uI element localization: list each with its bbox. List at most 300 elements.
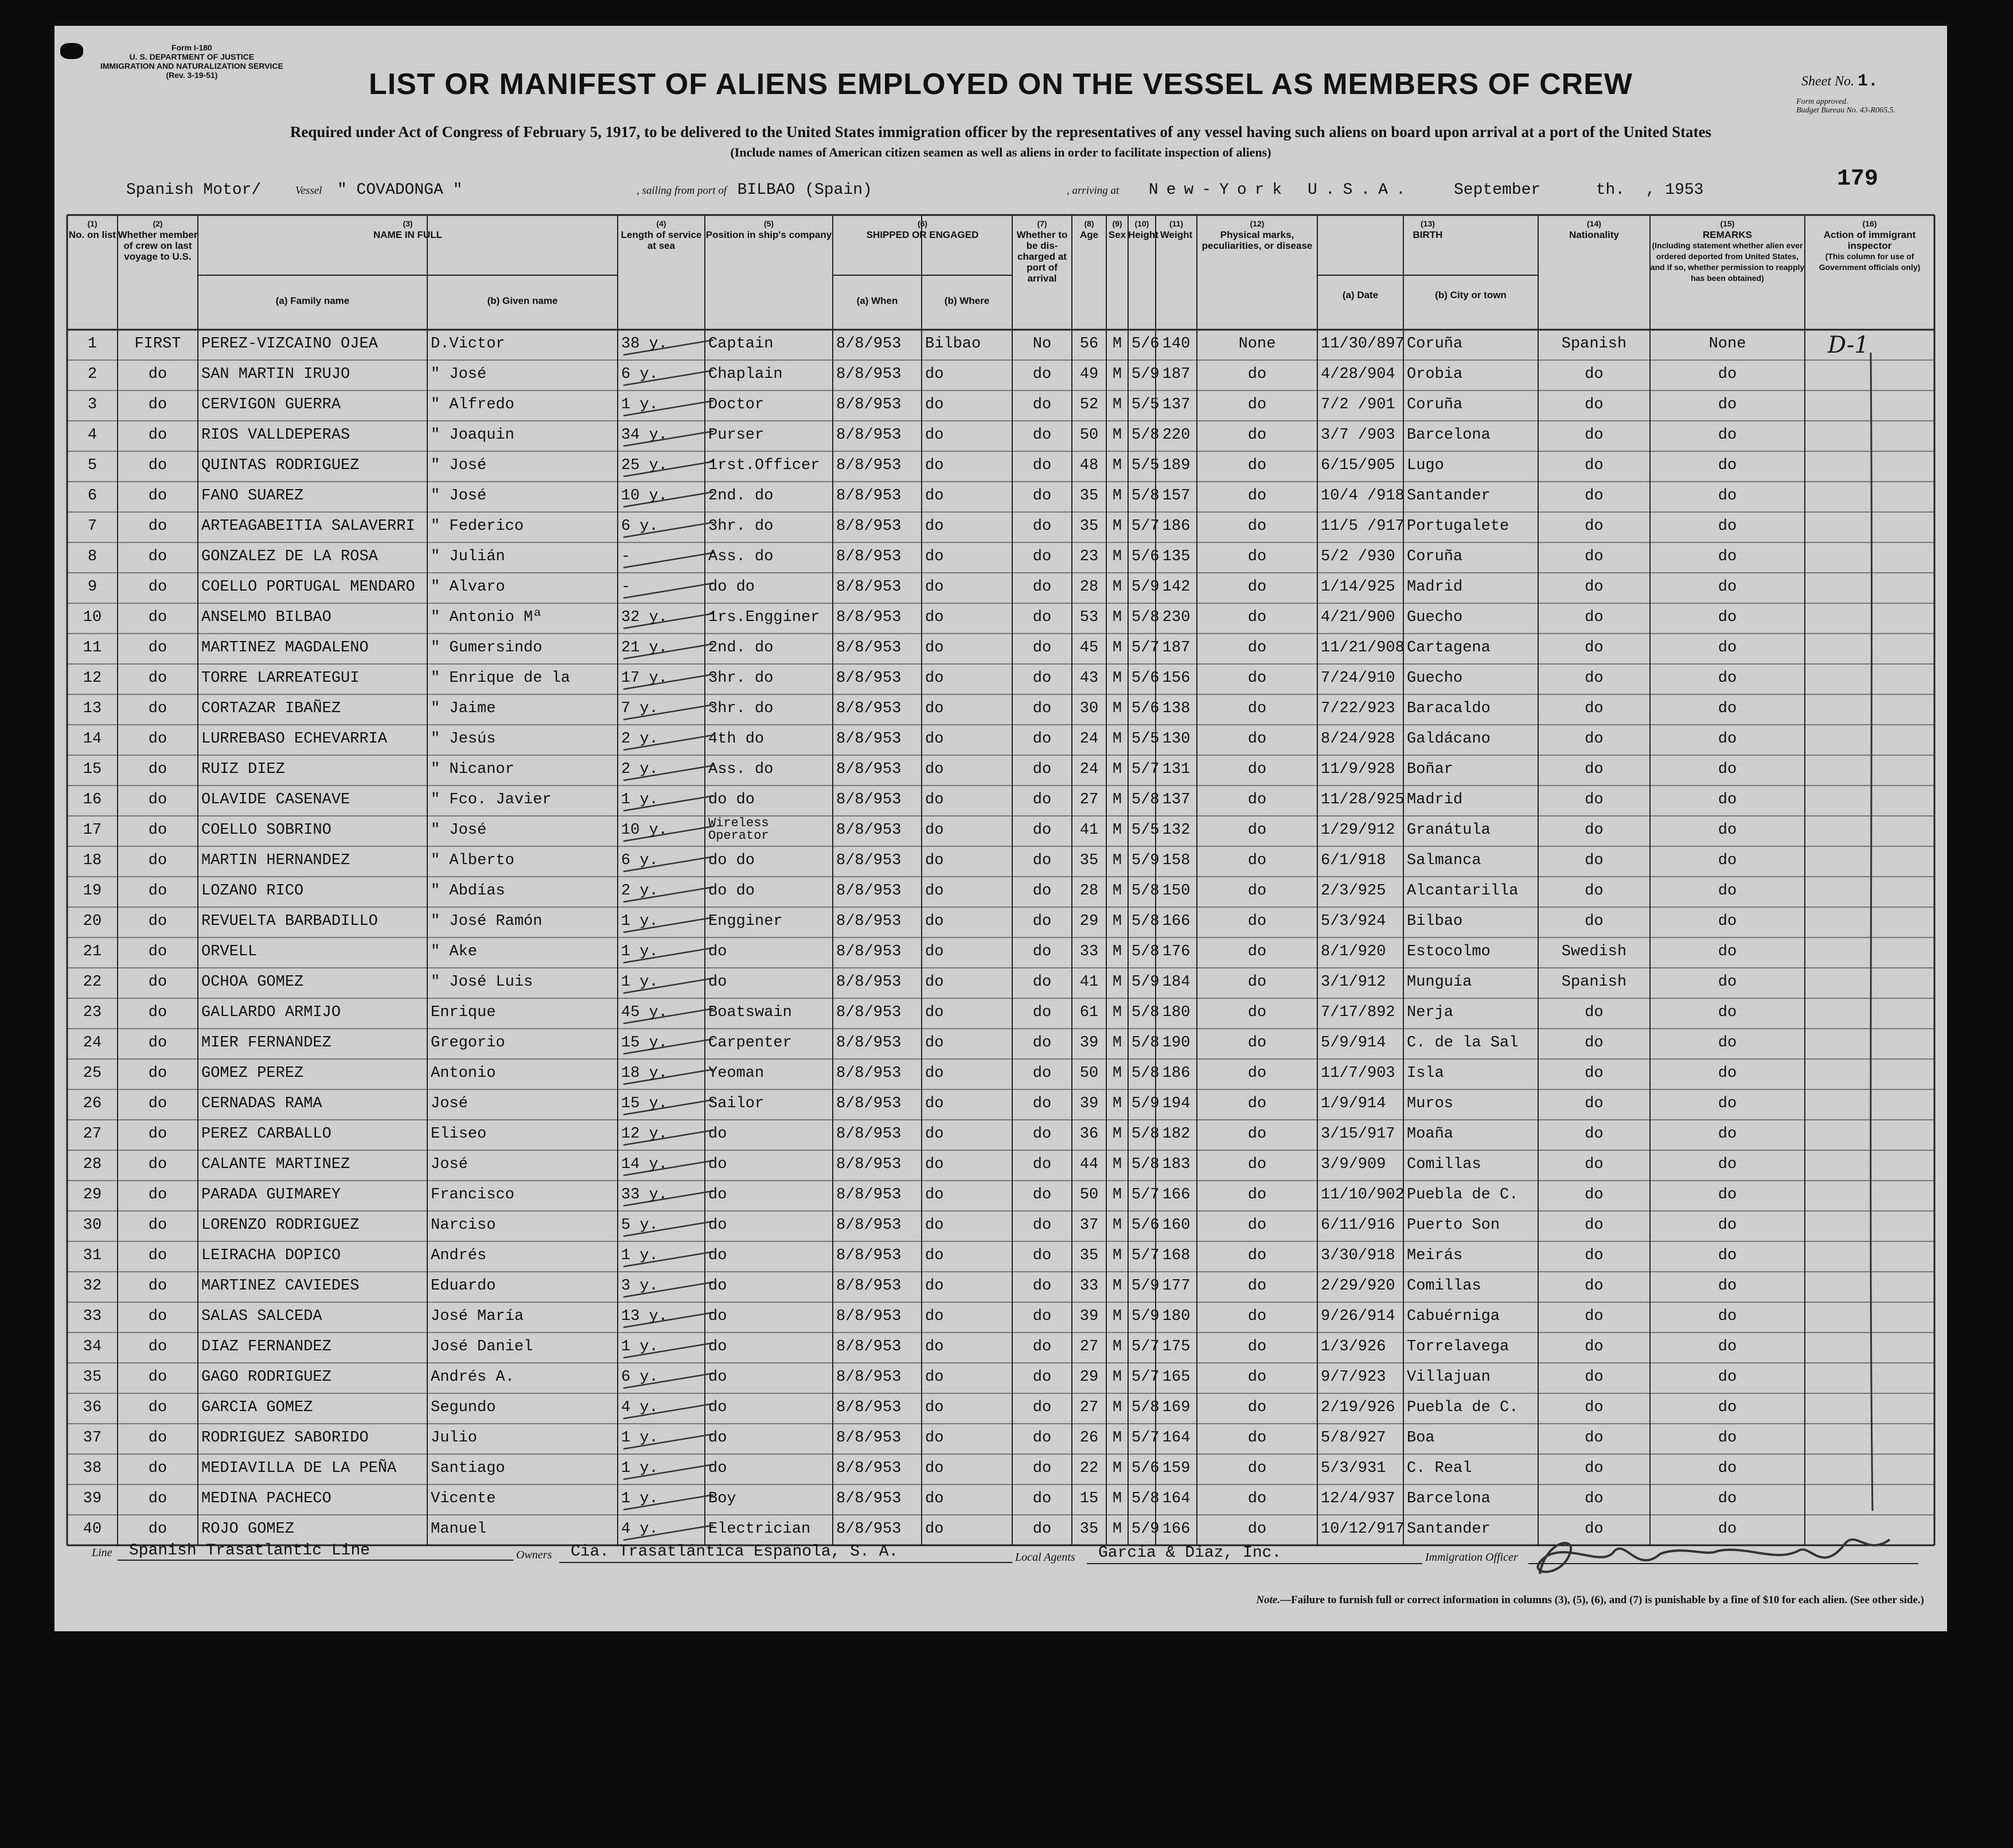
cell-sex: M	[1112, 1308, 1122, 1325]
table-row	[67, 482, 1934, 512]
cell-shipped-date: 8/8/953	[836, 1460, 902, 1477]
cell-height: 5/8	[1132, 1156, 1160, 1173]
cell-age: 29	[1079, 1369, 1099, 1386]
cell-sex: M	[1112, 1490, 1122, 1507]
cell-birth-date: 3/15/917	[1321, 1126, 1395, 1143]
cell-physical-marks: do	[1247, 1369, 1267, 1386]
cell-height: 5/9	[1132, 1521, 1160, 1538]
cell-sex: M	[1112, 366, 1122, 383]
punch-hole	[19, 135, 46, 162]
cell-discharged: do	[1032, 1460, 1052, 1477]
cell-row-number: 39	[83, 1490, 102, 1507]
cell-shipped-date: 8/8/953	[836, 882, 902, 900]
cell-given-name: " Ake	[431, 943, 478, 960]
cell-discharged: do	[1032, 943, 1052, 960]
cell-prior-voyage: do	[148, 1034, 167, 1052]
punch-hole	[17, 109, 45, 136]
cell-birth-date: 9/26/914	[1321, 1308, 1395, 1325]
cell-sex: M	[1112, 1460, 1122, 1477]
cell-given-name: " José Ramón	[431, 913, 543, 930]
cell-nationality: do	[1585, 1065, 1604, 1082]
table-row	[67, 390, 1934, 421]
cell-shipped-place: Bilbao	[925, 335, 981, 353]
cell-prior-voyage: do	[148, 1521, 167, 1538]
cell-birth-date: 11/30/897	[1321, 335, 1405, 353]
cell-height: 5/6	[1132, 670, 1160, 687]
cell-prior-voyage: do	[148, 639, 167, 657]
cell-birth-city: Orobia	[1407, 366, 1463, 383]
cell-position: 3hr. do	[708, 518, 774, 535]
table-row	[67, 1484, 1934, 1515]
cell-row-number: 2	[87, 366, 97, 383]
cell-physical-marks: do	[1247, 639, 1267, 657]
cell-prior-voyage: do	[148, 761, 167, 778]
cell-family-name: RUIZ DIEZ	[201, 761, 285, 778]
cell-birth-date: 1/29/912	[1321, 822, 1395, 839]
cell-sex: M	[1112, 609, 1122, 626]
cell-discharged: do	[1032, 609, 1052, 626]
cell-birth-city: Salmanca	[1407, 852, 1481, 869]
cell-birth-date: 11/5 /917	[1321, 518, 1405, 535]
cell-height: 5/7	[1132, 1429, 1160, 1447]
cell-prior-voyage: do	[148, 1490, 167, 1507]
cell-age: 56	[1079, 335, 1099, 353]
cell-age: 39	[1079, 1095, 1099, 1112]
cell-weight: 180	[1162, 1004, 1191, 1021]
cell-nationality: do	[1585, 1460, 1604, 1477]
col-14-header-text: (14)	[1587, 219, 1601, 228]
cell-sex: M	[1112, 427, 1122, 444]
cell-prior-voyage: do	[148, 1065, 167, 1082]
cell-service-length: 6 y.	[621, 518, 658, 535]
cell-weight: 190	[1162, 1034, 1191, 1052]
cell-row-number: 16	[83, 791, 102, 808]
cell-physical-marks: do	[1247, 943, 1267, 960]
punch-hole	[14, 1425, 42, 1452]
cell-position: Ass. do	[708, 761, 774, 778]
cell-birth-city: C. Real	[1407, 1460, 1472, 1477]
cell-given-name: Eduardo	[431, 1277, 496, 1295]
cell-discharged: do	[1032, 974, 1052, 991]
cell-row-number: 21	[83, 943, 102, 960]
cell-family-name: FANO SUAREZ	[201, 487, 304, 505]
cell-shipped-date: 8/8/953	[836, 730, 902, 748]
cell-family-name: CERNADAS RAMA	[201, 1095, 322, 1112]
cell-nationality: do	[1585, 1308, 1604, 1325]
table-row	[67, 1363, 1934, 1393]
cell-height: 5/8	[1132, 1004, 1160, 1021]
sailing-port-field	[637, 181, 872, 199]
cell-nationality: do	[1585, 1338, 1604, 1355]
cell-service-length: 18 y.	[621, 1065, 668, 1082]
cell-weight: 189	[1162, 457, 1191, 474]
cell-birth-city: Coruña	[1407, 335, 1463, 353]
cell-shipped-date: 8/8/953	[836, 487, 902, 505]
cell-shipped-date: 8/8/953	[836, 1429, 902, 1447]
cell-discharged: do	[1032, 852, 1052, 869]
arrival-port: New-York U.S.A.	[1148, 181, 1414, 199]
cell-birth-city: Villajuan	[1407, 1369, 1491, 1386]
cell-nationality: do	[1585, 670, 1604, 687]
cell-prior-voyage: do	[148, 1095, 167, 1112]
cell-family-name: CALANTE MARTINEZ	[201, 1156, 350, 1173]
cell-shipped-place: do	[925, 822, 944, 839]
cell-height: 5/7	[1132, 518, 1160, 535]
cell-physical-marks: do	[1247, 1490, 1267, 1507]
note-label: Note.	[1256, 1594, 1281, 1606]
cell-shipped-place: do	[925, 1277, 944, 1295]
cell-family-name: RIOS VALLDEPERAS	[201, 427, 350, 444]
cell-height: 5/7	[1132, 761, 1160, 778]
cell-discharged: do	[1032, 1065, 1052, 1082]
manifest-footer	[54, 1534, 1947, 1603]
cell-discharged: do	[1032, 1490, 1052, 1507]
cell-sex: M	[1112, 1034, 1122, 1052]
cell-discharged: do	[1032, 457, 1052, 474]
cell-row-number: 36	[83, 1399, 102, 1416]
cell-prior-voyage: do	[148, 1156, 167, 1173]
cell-position: Captain	[708, 335, 774, 353]
inspector-mark: D-1	[1828, 332, 1869, 358]
cell-position: do	[708, 1126, 727, 1143]
cell-position: do do	[708, 791, 755, 808]
cell-age: 44	[1079, 1156, 1099, 1173]
cell-row-number: 33	[83, 1308, 102, 1325]
col-4-header-text: Length of service at sea	[621, 229, 702, 251]
col-6b-header	[922, 295, 1012, 330]
cell-nationality: do	[1585, 609, 1604, 626]
cell-position: Engginer	[708, 913, 783, 930]
cell-given-name: " José	[431, 487, 487, 505]
cell-sex: M	[1112, 913, 1122, 930]
cell-remarks: do	[1718, 974, 1737, 991]
arrival-year: , 1953	[1645, 181, 1704, 199]
col-15-header-text: REMARKS	[1703, 229, 1752, 240]
cell-nationality: do	[1585, 518, 1604, 535]
cell-service-length: 1 y.	[621, 396, 658, 413]
cell-physical-marks: do	[1247, 487, 1267, 505]
cell-age: 41	[1079, 974, 1099, 991]
cell-row-number: 27	[83, 1126, 102, 1143]
col-8-header-text: (8)	[1084, 219, 1094, 228]
cell-discharged: do	[1032, 1521, 1052, 1538]
table-row	[67, 1454, 1934, 1484]
table-row	[67, 1241, 1934, 1272]
cell-service-length: 38 y.	[621, 335, 668, 353]
cell-family-name: REVUELTA BARBADILLO	[201, 913, 378, 930]
cell-given-name: " José	[431, 457, 487, 474]
col-5-header-text: Position in ship's company	[705, 229, 832, 240]
table-row	[67, 755, 1934, 786]
cell-given-name: " Abdías	[431, 882, 505, 900]
agents-label: Local Agents	[1015, 1551, 1075, 1564]
cell-weight: 166	[1162, 913, 1191, 930]
cell-service-length: -	[621, 548, 631, 565]
cell-birth-city: Bilbao	[1407, 913, 1463, 930]
cell-age: 35	[1079, 1521, 1099, 1538]
cell-discharged: do	[1032, 913, 1052, 930]
cell-prior-voyage: do	[148, 791, 167, 808]
table-row	[67, 1120, 1934, 1150]
cell-prior-voyage: do	[148, 700, 167, 717]
cell-birth-city: Estocolmo	[1407, 943, 1491, 960]
table-row	[67, 360, 1934, 390]
cell-birth-city: Madrid	[1407, 791, 1463, 808]
cell-age: 48	[1079, 457, 1099, 474]
cell-row-number: 30	[83, 1217, 102, 1234]
cell-row-number: 3	[87, 396, 97, 413]
cell-birth-date: 12/4/937	[1321, 1490, 1395, 1507]
cell-shipped-place: do	[925, 943, 944, 960]
cell-row-number: 9	[87, 579, 97, 596]
cell-family-name: OLAVIDE CASENAVE	[201, 791, 350, 808]
col-13-header	[1317, 218, 1538, 273]
cell-row-number: 18	[83, 852, 102, 869]
cell-given-name: José María	[431, 1308, 524, 1325]
cell-position: do	[708, 1338, 727, 1355]
col-6a-header-text: (a) When	[856, 295, 898, 306]
cell-age: 50	[1079, 427, 1099, 444]
cell-birth-city: Boñar	[1407, 761, 1454, 778]
cell-weight: 169	[1162, 1399, 1191, 1416]
cell-physical-marks: do	[1247, 670, 1267, 687]
cell-shipped-place: do	[925, 974, 944, 991]
cell-shipped-date: 8/8/953	[836, 1521, 902, 1538]
cell-prior-voyage: do	[148, 1247, 167, 1264]
cell-birth-date: 1/3/926	[1321, 1338, 1386, 1355]
cell-shipped-place: do	[925, 1247, 944, 1264]
cell-position: do do	[708, 579, 755, 596]
cell-shipped-date: 8/8/953	[836, 639, 902, 657]
cell-birth-city: Coruña	[1407, 396, 1463, 413]
cell-nationality: do	[1585, 1156, 1604, 1173]
col-4-header-text: (4)	[656, 219, 666, 228]
cell-height: 5/9	[1132, 366, 1160, 383]
cell-discharged: do	[1032, 1217, 1052, 1234]
cell-remarks: do	[1718, 1399, 1737, 1416]
cell-service-length: 1 y.	[621, 791, 658, 808]
cell-sex: M	[1112, 1247, 1122, 1264]
cell-shipped-place: do	[925, 1126, 944, 1143]
cell-family-name: SALAS SALCEDA	[201, 1308, 322, 1325]
cell-position: do do	[708, 882, 755, 900]
cell-sex: M	[1112, 639, 1122, 657]
cell-nationality: do	[1585, 852, 1604, 869]
cell-birth-date: 7/24/910	[1321, 670, 1395, 687]
cell-age: 39	[1079, 1308, 1099, 1325]
cell-birth-city: Portugalete	[1407, 518, 1509, 535]
immigration-officer-signature-icon	[54, 1534, 1947, 1603]
cell-discharged: do	[1032, 1247, 1052, 1264]
cell-family-name: GAGO RODRIGUEZ	[201, 1369, 331, 1386]
cell-physical-marks: do	[1247, 791, 1267, 808]
cell-family-name: ORVELL	[201, 943, 258, 960]
cell-height: 5/8	[1132, 1034, 1160, 1052]
cell-sex: M	[1112, 1399, 1122, 1416]
cell-birth-date: 11/9/928	[1321, 761, 1395, 778]
table-row	[67, 603, 1934, 634]
cell-nationality: do	[1585, 1277, 1604, 1295]
cell-prior-voyage: do	[148, 1277, 167, 1295]
table-row	[67, 1029, 1934, 1059]
cell-given-name: " Gumersindo	[431, 639, 543, 657]
table-row	[67, 1272, 1934, 1302]
cell-remarks: do	[1718, 761, 1737, 778]
cell-birth-city: Isla	[1407, 1065, 1444, 1082]
cell-remarks: do	[1718, 366, 1737, 383]
cell-sex: M	[1112, 1156, 1122, 1173]
cell-discharged: do	[1032, 1095, 1052, 1112]
cell-nationality: Spanish	[1561, 335, 1627, 353]
table-row	[67, 573, 1934, 603]
cell-given-name: " Federico	[431, 518, 524, 535]
cell-physical-marks: do	[1247, 1460, 1267, 1477]
cell-shipped-date: 8/8/953	[836, 1034, 902, 1052]
cell-row-number: 5	[87, 457, 97, 474]
cell-prior-voyage: do	[148, 670, 167, 687]
cell-family-name: QUINTAS RODRIGUEZ	[201, 457, 360, 474]
cell-shipped-date: 8/8/953	[836, 1217, 902, 1234]
cell-nationality: do	[1585, 730, 1604, 748]
cell-shipped-date: 8/8/953	[836, 548, 902, 565]
cell-nationality: Spanish	[1561, 974, 1627, 991]
cell-physical-marks: do	[1247, 1429, 1267, 1447]
cell-birth-date: 5/8/927	[1321, 1429, 1386, 1447]
cell-service-length: 7 y.	[621, 700, 658, 717]
table-row	[67, 330, 1934, 360]
cell-birth-date: 8/24/928	[1321, 730, 1395, 748]
cell-weight: 184	[1162, 974, 1191, 991]
col-13-header-text: (13)	[1421, 219, 1435, 228]
cell-family-name: PEREZ-VIZCAINO OJEA	[201, 335, 378, 353]
cell-row-number: 17	[83, 822, 102, 839]
cell-given-name: Santiago	[431, 1460, 505, 1477]
cell-shipped-date: 8/8/953	[836, 913, 902, 930]
cell-position: do	[708, 1369, 727, 1386]
cell-shipped-date: 8/8/953	[836, 396, 902, 413]
cell-position: Chaplain	[708, 366, 783, 383]
cell-weight: 166	[1162, 1521, 1191, 1538]
cell-birth-date: 4/21/900	[1321, 609, 1395, 626]
cell-age: 52	[1079, 396, 1099, 413]
col-3-header-text: NAME IN FULL	[373, 229, 442, 240]
cell-position: 4th do	[708, 730, 764, 748]
cell-weight: 131	[1162, 761, 1191, 778]
cell-row-number: 22	[83, 974, 102, 991]
cell-row-number: 28	[83, 1156, 102, 1173]
cell-family-name: TORRE LARREATEGUI	[201, 670, 360, 687]
cell-shipped-place: do	[925, 1065, 944, 1082]
cell-position: do	[708, 974, 727, 991]
table-row	[67, 1211, 1934, 1241]
punch-hole	[15, 185, 43, 213]
cell-age: 35	[1079, 852, 1099, 869]
cell-position: Sailor	[708, 1095, 764, 1112]
cell-nationality: Swedish	[1561, 943, 1627, 960]
cell-row-number: 12	[83, 670, 102, 687]
cell-shipped-place: do	[925, 1399, 944, 1416]
cell-weight: 159	[1162, 1460, 1191, 1477]
punch-hole	[14, 1055, 42, 1083]
cell-given-name: Andrés	[431, 1247, 487, 1264]
table-row	[67, 1059, 1934, 1089]
cell-nationality: do	[1585, 882, 1604, 900]
cell-shipped-place: do	[925, 1429, 944, 1447]
cell-height: 5/9	[1132, 852, 1160, 869]
cell-nationality: do	[1585, 1490, 1604, 1507]
col-1-header-text: (1)	[87, 219, 97, 228]
cell-physical-marks: do	[1247, 1004, 1267, 1021]
cell-age: 30	[1079, 700, 1099, 717]
cell-remarks: do	[1718, 913, 1737, 930]
cell-discharged: do	[1032, 579, 1052, 596]
cell-age: 45	[1079, 639, 1099, 657]
cell-physical-marks: do	[1247, 518, 1267, 535]
cell-age: 22	[1079, 1460, 1099, 1477]
cell-shipped-date: 8/8/953	[836, 427, 902, 444]
cell-prior-voyage: FIRST	[134, 335, 181, 353]
cell-prior-voyage: do	[148, 1186, 167, 1204]
cell-physical-marks: do	[1247, 1247, 1267, 1264]
cell-remarks: do	[1718, 1521, 1737, 1538]
cell-birth-city: Barcelona	[1407, 1490, 1491, 1507]
cell-given-name: Manuel	[431, 1521, 487, 1538]
cell-physical-marks: do	[1247, 1277, 1267, 1295]
cell-weight: 164	[1162, 1429, 1191, 1447]
cell-shipped-place: do	[925, 1034, 944, 1052]
col-8-header-text: Age	[1079, 229, 1099, 240]
cell-physical-marks: do	[1247, 1399, 1267, 1416]
cell-physical-marks: do	[1247, 1308, 1267, 1325]
cell-physical-marks: do	[1247, 822, 1267, 839]
cell-age: 35	[1079, 518, 1099, 535]
cell-height: 5/8	[1132, 1065, 1160, 1082]
cell-given-name: " Nicanor	[431, 761, 514, 778]
cell-service-length: 15 y.	[621, 1034, 668, 1052]
cell-service-length: 1 y.	[621, 1429, 658, 1447]
cell-height: 5/9	[1132, 1308, 1160, 1325]
table-row	[67, 998, 1934, 1029]
cell-nationality: do	[1585, 822, 1604, 839]
cell-shipped-date: 8/8/953	[836, 1186, 902, 1204]
col-3-header-text: (3)	[403, 219, 413, 228]
cell-shipped-place: do	[925, 882, 944, 900]
col-14-header-text: Nationality	[1569, 229, 1619, 240]
table-row	[67, 786, 1934, 816]
cell-position: Wireless Operator	[708, 816, 769, 843]
cell-nationality: do	[1585, 639, 1604, 657]
line-label: Line	[92, 1546, 112, 1559]
col-7-header	[1012, 218, 1072, 327]
cell-birth-date: 8/1/920	[1321, 943, 1386, 960]
cell-birth-date: 5/9/914	[1321, 1034, 1386, 1052]
cell-weight: 138	[1162, 700, 1191, 717]
cell-given-name: Antonio	[431, 1065, 496, 1082]
cell-family-name: OCHOA GOMEZ	[201, 974, 304, 991]
cell-weight: 142	[1162, 579, 1191, 596]
cell-remarks: do	[1718, 639, 1737, 657]
cell-prior-voyage: do	[148, 852, 167, 869]
vessel-label: Vessel	[295, 185, 322, 197]
table-row	[67, 512, 1934, 542]
cell-shipped-date: 8/8/953	[836, 335, 902, 353]
cell-family-name: CERVIGON GUERRA	[201, 396, 341, 413]
cell-remarks: do	[1718, 487, 1737, 505]
cell-birth-city: Meirás	[1407, 1247, 1463, 1264]
cell-nationality: do	[1585, 1126, 1604, 1143]
cell-birth-city: Lugo	[1407, 457, 1444, 474]
cell-service-length: 10 y.	[621, 822, 668, 839]
